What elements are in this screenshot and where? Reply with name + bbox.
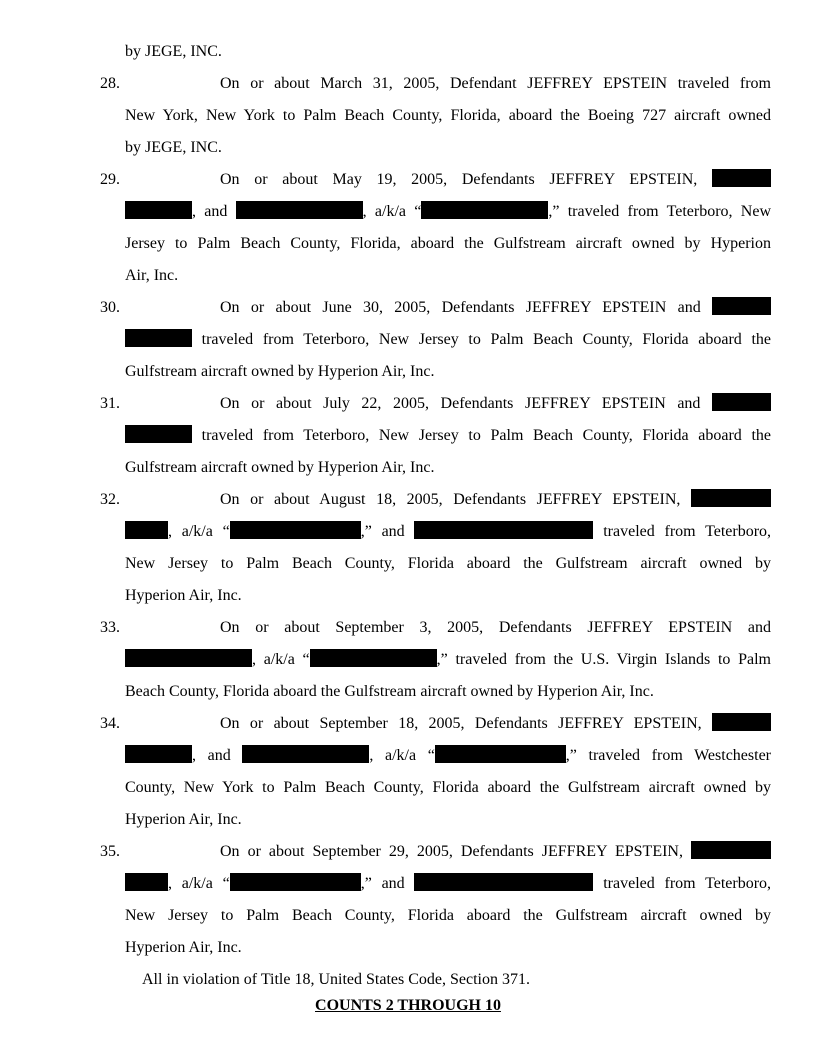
paragraph-33-line-1: On or about September 3, 2005, Defendants JEFFREY EPSTEIN and (220, 619, 771, 636)
redaction-bar (125, 649, 252, 667)
redaction-bar (125, 521, 168, 539)
redaction-bar (421, 201, 548, 219)
paragraph-29-line-1: On or about May 19, 2005, Defendants JEFFREY EPSTEIN, (220, 169, 771, 191)
paragraph-29-line-3: Jersey to Palm Beach County, Florida, aboard the Gulfstream aircraft owned by Hyperion (125, 235, 771, 252)
closing-statement: All in violation of Title 18, United States Code, Section 371. (142, 971, 530, 988)
paragraph-number: 34. (100, 715, 120, 732)
redaction-bar (230, 521, 361, 539)
redaction-bar (691, 841, 771, 859)
paragraph-35-line-2: , a/k/a “ ,” and traveled from Teterboro, (125, 873, 771, 895)
paragraph-35-line-3: New Jersey to Palm Beach County, Florida aboard the Gulfstream aircraft owned by (125, 907, 771, 924)
paragraph-32-line-2: , a/k/a “ ,” and traveled from Teterboro, (125, 521, 771, 543)
redaction-bar (691, 489, 771, 507)
redaction-bar (236, 201, 363, 219)
paragraph-35-line-1: On or about September 29, 2005, Defendants JEFFREY EPSTEIN, (220, 841, 771, 863)
paragraph-28-line-2: New York, New York to Palm Beach County, Florida, aboard the Boeing 727 aircraft owned (125, 107, 771, 124)
paragraph-30-line-2: traveled from Teterboro, New Jersey to Palm Beach County, Florida aboard the (125, 329, 771, 351)
paragraph-34-line-1: On or about September 18, 2005, Defendants JEFFREY EPSTEIN, (220, 713, 771, 735)
paragraph-number: 35. (100, 843, 120, 860)
paragraph-30-line-3: Gulfstream aircraft owned by Hyperion Air, Inc. (125, 363, 435, 380)
paragraph-number: 33. (100, 619, 120, 636)
paragraph-27-tail: by JEGE, INC. (125, 43, 222, 60)
paragraph-number: 28. (100, 75, 120, 92)
redaction-bar (712, 713, 771, 731)
paragraph-31-line-1: On or about July 22, 2005, Defendants JEFFREY EPSTEIN and (220, 393, 771, 415)
paragraph-number: 30. (100, 299, 120, 316)
paragraph-29-line-2: , and , a/k/a “ ,” traveled from Teterboro, New (125, 201, 771, 223)
paragraph-31-line-3: Gulfstream aircraft owned by Hyperion Air, Inc. (125, 459, 435, 476)
redaction-bar (125, 425, 192, 443)
paragraph-32-line-1: On or about August 18, 2005, Defendants JEFFREY EPSTEIN, (220, 489, 771, 511)
redaction-bar (125, 329, 192, 347)
paragraph-number: 32. (100, 491, 120, 508)
paragraph-32-line-4: Hyperion Air, Inc. (125, 587, 242, 604)
paragraph-33-line-2: , a/k/a “ ,” traveled from the U.S. Virgin Islands to Palm (125, 649, 771, 671)
redaction-bar (712, 393, 771, 411)
redaction-bar (712, 297, 771, 315)
redaction-bar (310, 649, 437, 667)
redaction-bar (242, 745, 369, 763)
paragraph-32-line-3: New Jersey to Palm Beach County, Florida aboard the Gulfstream aircraft owned by (125, 555, 771, 572)
paragraph-34-line-4: Hyperion Air, Inc. (125, 811, 242, 828)
paragraph-34-line-3: County, New York to Palm Beach County, Florida aboard the Gulfstream aircraft owned by (125, 779, 771, 796)
paragraph-30-line-1: On or about June 30, 2005, Defendants JEFFREY EPSTEIN and (220, 297, 771, 319)
redaction-bar (125, 201, 192, 219)
redaction-bar (414, 873, 593, 891)
paragraph-33-line-3: Beach County, Florida aboard the Gulfstream aircraft owned by Hyperion Air, Inc. (125, 683, 654, 700)
redaction-bar (414, 521, 593, 539)
paragraph-35-line-4: Hyperion Air, Inc. (125, 939, 242, 956)
section-heading: COUNTS 2 THROUGH 10 (315, 997, 501, 1014)
paragraph-28-line-3: by JEGE, INC. (125, 139, 222, 156)
paragraph-31-line-2: traveled from Teterboro, New Jersey to Palm Beach County, Florida aboard the (125, 425, 771, 447)
redaction-bar (712, 169, 771, 187)
redaction-bar (230, 873, 361, 891)
redaction-bar (435, 745, 566, 763)
paragraph-34-line-2: , and , a/k/a “ ,” traveled from Westchester (125, 745, 771, 767)
redaction-bar (125, 873, 168, 891)
paragraph-28-line-1: On or about March 31, 2005, Defendant JEFFREY EPSTEIN traveled from (220, 75, 771, 92)
paragraph-number: 29. (100, 171, 120, 188)
paragraph-number: 31. (100, 395, 120, 412)
paragraph-29-line-4: Air, Inc. (125, 267, 179, 284)
redaction-bar (125, 745, 192, 763)
